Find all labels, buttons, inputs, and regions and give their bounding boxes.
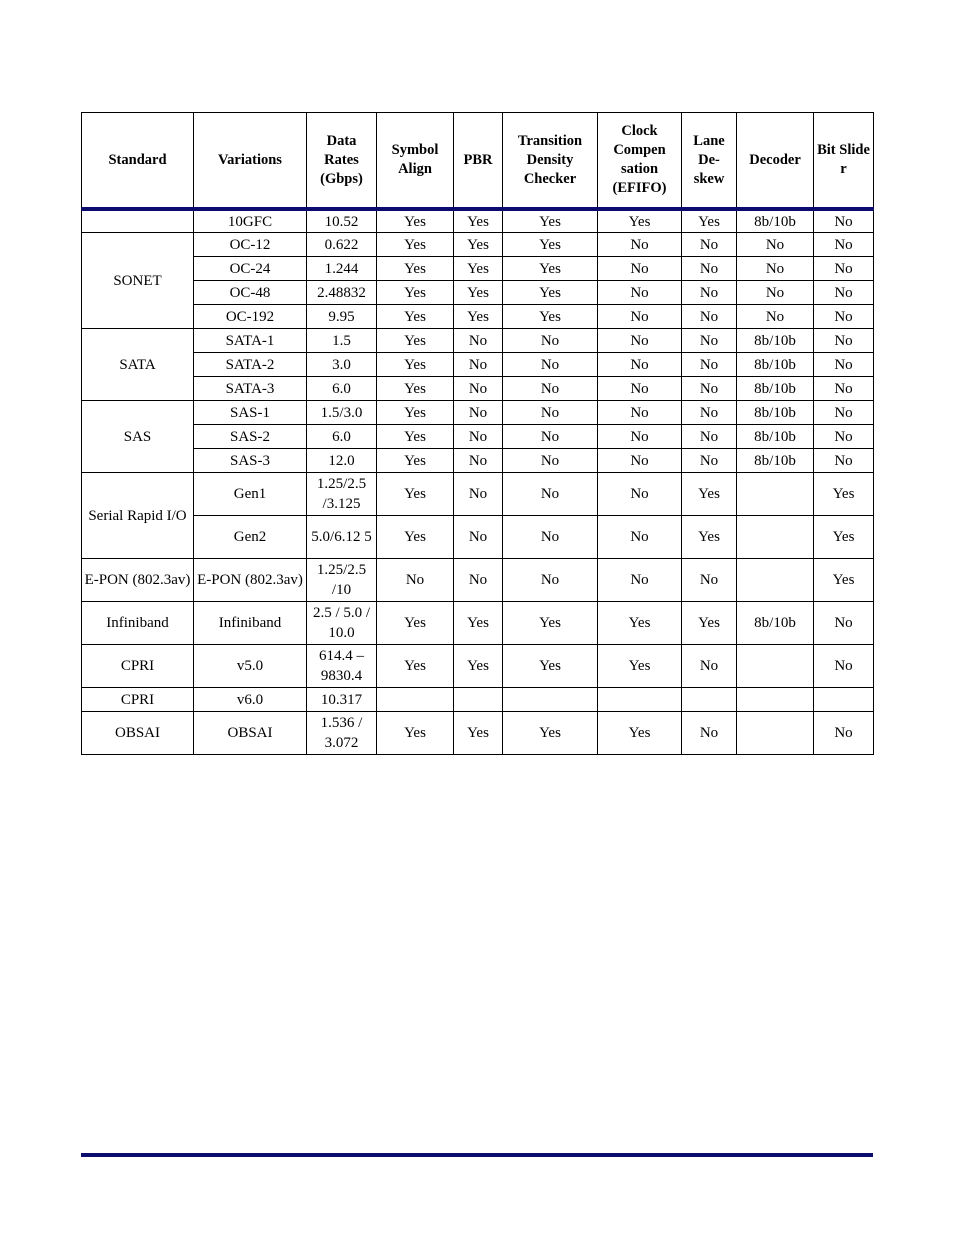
cell-symbol-align: Yes — [377, 257, 454, 281]
table-row — [82, 425, 874, 449]
cell-data-rate: 1.536 / 3.072 — [307, 712, 377, 755]
cell-pbr: Yes — [454, 209, 503, 233]
cell-variation: OC-24 — [194, 257, 307, 281]
cell-decoder: 8b/10b — [737, 377, 814, 401]
cell-symbol-align: Yes — [377, 602, 454, 645]
cell-pbr: Yes — [454, 305, 503, 329]
cell-data-rate: 5.0/6.12 5 — [307, 516, 377, 559]
cell-transition-density: Yes — [503, 233, 598, 257]
cell-standard: SONET — [82, 233, 194, 329]
table-row — [82, 377, 874, 401]
cell-pbr: Yes — [454, 712, 503, 755]
cell-variation: OC-48 — [194, 281, 307, 305]
header-data-rates: Data Rates (Gbps) — [307, 113, 377, 210]
cell-bit-slider: Yes — [814, 516, 874, 559]
table-row — [82, 688, 874, 712]
cell-data-rate: 1.5/3.0 — [307, 401, 377, 425]
cell-variation: SATA-1 — [194, 329, 307, 353]
cell-pbr: No — [454, 425, 503, 449]
cell-symbol-align: Yes — [377, 377, 454, 401]
cell-variation: Gen1 — [194, 473, 307, 516]
cell-lane-deskew: No — [682, 281, 737, 305]
cell-data-rate: 2.48832 — [307, 281, 377, 305]
cell-data-rate: 1.5 — [307, 329, 377, 353]
cell-transition-density: No — [503, 449, 598, 473]
header-variations: Variations — [194, 113, 307, 210]
cell-bit-slider: Yes — [814, 473, 874, 516]
cell-lane-deskew: Yes — [682, 516, 737, 559]
cell-pbr: No — [454, 329, 503, 353]
cell-transition-density: No — [503, 559, 598, 602]
cell-data-rate: 6.0 — [307, 425, 377, 449]
cell-decoder: No — [737, 281, 814, 305]
cell-decoder — [737, 645, 814, 688]
cell-symbol-align: Yes — [377, 449, 454, 473]
table-row — [82, 305, 874, 329]
cell-pbr: Yes — [454, 257, 503, 281]
cell-lane-deskew: No — [682, 257, 737, 281]
table-row — [82, 602, 874, 645]
table-row — [82, 209, 874, 233]
cell-symbol-align: Yes — [377, 425, 454, 449]
cell-transition-density: Yes — [503, 209, 598, 233]
cell-data-rate: 3.0 — [307, 353, 377, 377]
cell-data-rate: 10.52 — [307, 209, 377, 233]
table-row — [82, 329, 874, 353]
cell-bit-slider — [814, 688, 874, 712]
cell-variation: v6.0 — [194, 688, 307, 712]
cell-pbr: No — [454, 449, 503, 473]
cell-bit-slider: No — [814, 257, 874, 281]
cell-pbr: No — [454, 473, 503, 516]
cell-symbol-align: Yes — [377, 353, 454, 377]
cell-transition-density: No — [503, 425, 598, 449]
cell-lane-deskew: Yes — [682, 473, 737, 516]
cell-clock-compensation: No — [598, 233, 682, 257]
cell-bit-slider: No — [814, 353, 874, 377]
cell-lane-deskew: No — [682, 233, 737, 257]
cell-transition-density: Yes — [503, 645, 598, 688]
header-pbr: PBR — [454, 113, 503, 210]
cell-bit-slider: No — [814, 712, 874, 755]
cell-symbol-align — [377, 688, 454, 712]
header-clock-compensation: Clock Compen sation (EFIFO) — [598, 113, 682, 210]
cell-standard: CPRI — [82, 688, 194, 712]
cell-lane-deskew: No — [682, 425, 737, 449]
cell-pbr: Yes — [454, 281, 503, 305]
cell-bit-slider: No — [814, 401, 874, 425]
cell-variation: SATA-2 — [194, 353, 307, 377]
cell-variation: OC-12 — [194, 233, 307, 257]
cell-decoder — [737, 559, 814, 602]
cell-decoder — [737, 688, 814, 712]
cell-data-rate: 9.95 — [307, 305, 377, 329]
cell-variation: SAS-3 — [194, 449, 307, 473]
table-row — [82, 712, 874, 755]
cell-decoder: No — [737, 305, 814, 329]
cell-symbol-align: Yes — [377, 401, 454, 425]
cell-variation: SAS-2 — [194, 425, 307, 449]
cell-clock-compensation: No — [598, 516, 682, 559]
cell-standard: E-PON (802.3av) — [82, 559, 194, 602]
cell-data-rate: 1.25/2.5 /3.125 — [307, 473, 377, 516]
cell-transition-density: Yes — [503, 305, 598, 329]
cell-standard — [82, 209, 194, 233]
cell-lane-deskew: No — [682, 305, 737, 329]
cell-data-rate: 614.4 – 9830.4 — [307, 645, 377, 688]
cell-symbol-align: Yes — [377, 305, 454, 329]
cell-lane-deskew: Yes — [682, 602, 737, 645]
table-header-row — [82, 113, 874, 210]
cell-variation: v5.0 — [194, 645, 307, 688]
cell-bit-slider: Yes — [814, 559, 874, 602]
cell-lane-deskew: No — [682, 449, 737, 473]
cell-transition-density: Yes — [503, 257, 598, 281]
cell-bit-slider: No — [814, 233, 874, 257]
cell-decoder: 8b/10b — [737, 449, 814, 473]
cell-clock-compensation: No — [598, 377, 682, 401]
cell-bit-slider: No — [814, 645, 874, 688]
cell-transition-density: Yes — [503, 602, 598, 645]
footer-divider — [81, 1153, 873, 1157]
header-decoder: Decoder — [737, 113, 814, 210]
cell-bit-slider: No — [814, 329, 874, 353]
cell-data-rate: 2.5 / 5.0 / 10.0 — [307, 602, 377, 645]
cell-variation: OC-192 — [194, 305, 307, 329]
cell-clock-compensation: No — [598, 353, 682, 377]
table-row — [82, 449, 874, 473]
table-row — [82, 645, 874, 688]
cell-decoder: 8b/10b — [737, 329, 814, 353]
cell-variation: SAS-1 — [194, 401, 307, 425]
table-row — [82, 559, 874, 602]
cell-decoder: No — [737, 257, 814, 281]
cell-clock-compensation: No — [598, 425, 682, 449]
cell-transition-density: Yes — [503, 281, 598, 305]
cell-lane-deskew: No — [682, 353, 737, 377]
cell-clock-compensation: Yes — [598, 645, 682, 688]
cell-symbol-align: Yes — [377, 473, 454, 516]
cell-pbr: Yes — [454, 602, 503, 645]
cell-decoder: 8b/10b — [737, 353, 814, 377]
cell-clock-compensation: No — [598, 473, 682, 516]
cell-variation: Gen2 — [194, 516, 307, 559]
cell-clock-compensation: Yes — [598, 602, 682, 645]
cell-data-rate: 0.622 — [307, 233, 377, 257]
cell-bit-slider: No — [814, 449, 874, 473]
cell-bit-slider: No — [814, 425, 874, 449]
cell-standard: SAS — [82, 401, 194, 473]
table-row — [82, 281, 874, 305]
cell-decoder: 8b/10b — [737, 425, 814, 449]
cell-standard: CPRI — [82, 645, 194, 688]
cell-clock-compensation: No — [598, 257, 682, 281]
cell-clock-compensation: No — [598, 449, 682, 473]
cell-pbr: No — [454, 377, 503, 401]
header-bit-slider: Bit Slide r — [814, 113, 874, 210]
cell-standard: Serial Rapid I/O — [82, 473, 194, 559]
cell-data-rate: 1.25/2.5 /10 — [307, 559, 377, 602]
cell-clock-compensation: No — [598, 305, 682, 329]
cell-data-rate: 10.317 — [307, 688, 377, 712]
cell-transition-density: No — [503, 473, 598, 516]
cell-clock-compensation: No — [598, 559, 682, 602]
cell-clock-compensation: No — [598, 281, 682, 305]
cell-data-rate: 1.244 — [307, 257, 377, 281]
cell-transition-density — [503, 688, 598, 712]
cell-lane-deskew — [682, 688, 737, 712]
cell-data-rate: 6.0 — [307, 377, 377, 401]
cell-transition-density: No — [503, 401, 598, 425]
cell-symbol-align: Yes — [377, 516, 454, 559]
cell-variation: OBSAI — [194, 712, 307, 755]
cell-pbr: Yes — [454, 645, 503, 688]
cell-pbr: No — [454, 516, 503, 559]
cell-variation: Infiniband — [194, 602, 307, 645]
cell-lane-deskew: No — [682, 645, 737, 688]
cell-clock-compensation: Yes — [598, 209, 682, 233]
cell-bit-slider: No — [814, 305, 874, 329]
cell-transition-density: No — [503, 329, 598, 353]
cell-bit-slider: No — [814, 209, 874, 233]
table-row — [82, 257, 874, 281]
table-row — [82, 353, 874, 377]
cell-data-rate: 12.0 — [307, 449, 377, 473]
cell-symbol-align: Yes — [377, 281, 454, 305]
cell-pbr: No — [454, 401, 503, 425]
cell-transition-density: No — [503, 516, 598, 559]
header-symbol-align: Symbol Align — [377, 113, 454, 210]
header-transition-density-checker: Transition Density Checker — [503, 113, 598, 210]
cell-symbol-align: No — [377, 559, 454, 602]
cell-clock-compensation: Yes — [598, 712, 682, 755]
cell-pbr — [454, 688, 503, 712]
header-lane-deskew: Lane De- skew — [682, 113, 737, 210]
cell-standard: Infiniband — [82, 602, 194, 645]
cell-clock-compensation — [598, 688, 682, 712]
cell-standard: SATA — [82, 329, 194, 401]
cell-pbr: Yes — [454, 233, 503, 257]
cell-decoder: No — [737, 233, 814, 257]
cell-bit-slider: No — [814, 602, 874, 645]
header-standard: Standard — [82, 113, 194, 210]
cell-lane-deskew: Yes — [682, 209, 737, 233]
cell-bit-slider: No — [814, 377, 874, 401]
cell-transition-density: No — [503, 377, 598, 401]
cell-lane-deskew: No — [682, 712, 737, 755]
cell-variation: 10GFC — [194, 209, 307, 233]
cell-symbol-align: Yes — [377, 645, 454, 688]
protocol-support-table — [81, 112, 874, 755]
cell-clock-compensation: No — [598, 401, 682, 425]
table-row — [82, 516, 874, 559]
cell-clock-compensation: No — [598, 329, 682, 353]
cell-standard: OBSAI — [82, 712, 194, 755]
table-row — [82, 473, 874, 516]
cell-bit-slider: No — [814, 281, 874, 305]
cell-pbr: No — [454, 559, 503, 602]
cell-decoder: 8b/10b — [737, 401, 814, 425]
cell-symbol-align: Yes — [377, 712, 454, 755]
cell-lane-deskew: No — [682, 559, 737, 602]
cell-variation: E-PON (802.3av) — [194, 559, 307, 602]
cell-decoder — [737, 473, 814, 516]
cell-symbol-align: Yes — [377, 233, 454, 257]
cell-lane-deskew: No — [682, 401, 737, 425]
cell-symbol-align: Yes — [377, 329, 454, 353]
cell-variation: SATA-3 — [194, 377, 307, 401]
cell-pbr: No — [454, 353, 503, 377]
cell-transition-density: Yes — [503, 712, 598, 755]
cell-symbol-align: Yes — [377, 209, 454, 233]
table-row — [82, 401, 874, 425]
table-row — [82, 233, 874, 257]
cell-transition-density: No — [503, 353, 598, 377]
cell-decoder — [737, 712, 814, 755]
cell-decoder — [737, 516, 814, 559]
cell-decoder: 8b/10b — [737, 209, 814, 233]
cell-decoder: 8b/10b — [737, 602, 814, 645]
cell-lane-deskew: No — [682, 329, 737, 353]
cell-lane-deskew: No — [682, 377, 737, 401]
